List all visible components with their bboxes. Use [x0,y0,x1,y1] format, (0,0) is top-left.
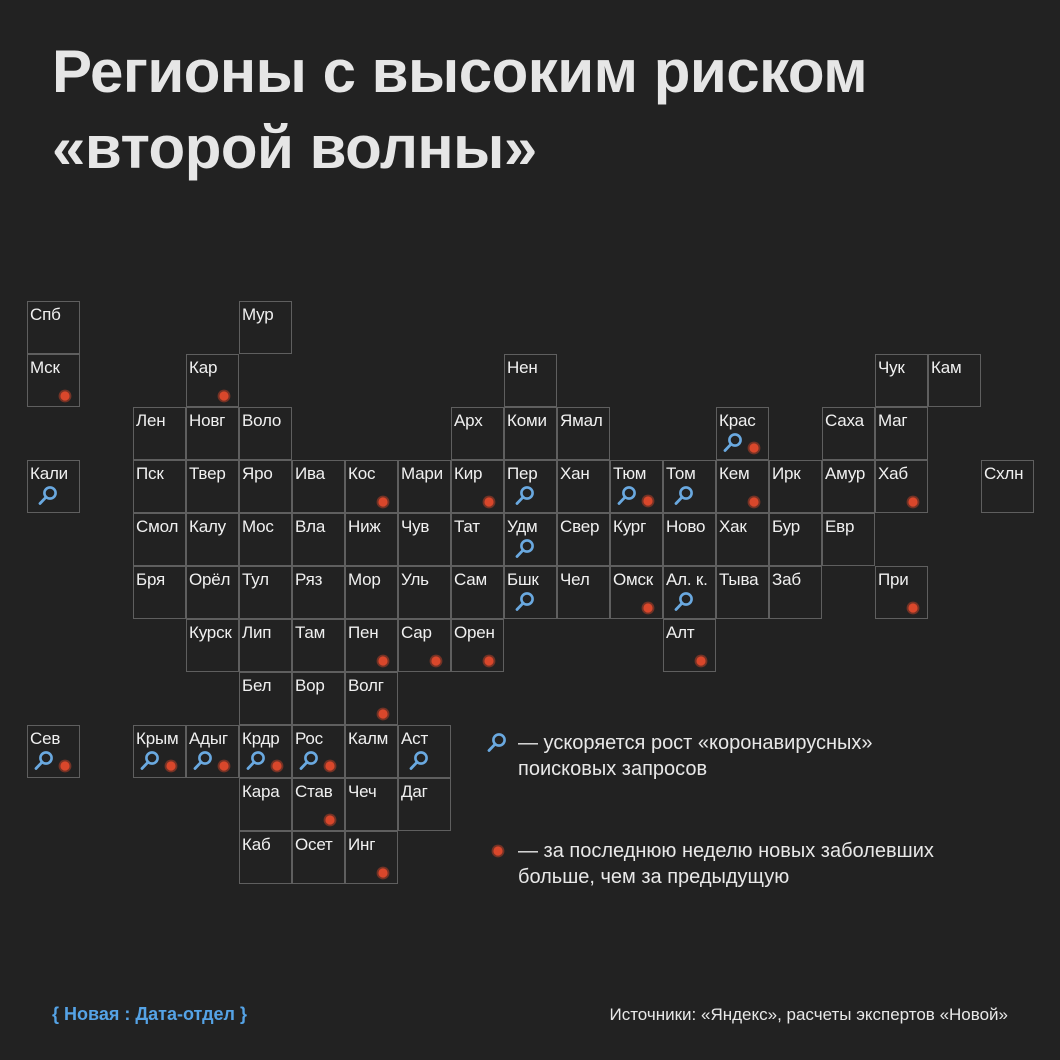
region-cell [557,513,610,566]
region-label: Евр [825,517,855,536]
region-cell [345,725,398,778]
region-label: Бшк [507,570,539,589]
region-label: Сар [401,623,432,642]
region-label: Новг [189,411,226,430]
region-cell [504,513,557,566]
region-cell [398,619,451,672]
region-cell [875,354,928,407]
region-cell [398,566,451,619]
region-label: Тул [242,570,269,589]
red-dot-icon [746,494,762,510]
region-label: Удм [507,517,538,536]
region-cell [133,460,186,513]
red-dot-icon [375,865,391,881]
region-cell [610,460,663,513]
region-cell [769,566,822,619]
title-line-1: Регионы с высоким риском [52,38,868,105]
region-cell [239,672,292,725]
region-label: Инг [348,835,376,854]
region-label: Нен [507,358,538,377]
region-label: Бря [136,570,166,589]
region-label: Мск [30,358,60,377]
red-dot-icon [481,494,497,510]
region-cell [663,566,716,619]
region-cell [504,407,557,460]
region-label: Воло [242,411,282,430]
region-label: Тыва [719,570,759,589]
region-label: Сев [30,729,61,748]
region-cell [186,407,239,460]
region-label: Мур [242,305,274,324]
region-cell [981,460,1034,513]
region-label: При [878,570,909,589]
red-dot-icon [481,653,497,669]
region-cell [239,725,292,778]
region-label: Мари [401,464,443,483]
magnifier-icon [616,485,638,507]
region-cell [292,619,345,672]
region-label: Рос [295,729,323,748]
region-cell [398,778,451,831]
region-cell [186,566,239,619]
magnifier-icon [514,591,536,613]
region-cell [769,513,822,566]
region-label: Орен [454,623,495,642]
region-cell [27,301,80,354]
region-label: Ива [295,464,325,483]
region-label: Мос [242,517,274,536]
region-cell [27,725,80,778]
region-label: Хак [719,517,747,536]
region-cell [133,566,186,619]
region-label: Там [295,623,326,642]
region-label: Свер [560,517,600,536]
red-dot-icon [693,653,709,669]
magnifier-icon [192,750,214,772]
region-label: Арх [454,411,483,430]
red-dot-icon [640,600,656,616]
region-label: Чув [401,517,430,536]
red-dot-icon [216,388,232,404]
region-label: Лен [136,411,166,430]
region-label: Вор [295,676,325,695]
red-dot-icon [905,494,921,510]
region-label: Ямал [560,411,603,430]
magnifier-icon [514,485,536,507]
region-label: Кос [348,464,376,483]
magnifier-icon [298,750,320,772]
region-cell [27,354,80,407]
region-cell [451,460,504,513]
region-cell [451,513,504,566]
region-label: Адыг [189,729,228,748]
brand-label: { Новая : Дата-отдел } [52,1004,247,1024]
region-label: Спб [30,305,61,324]
red-dot-icon [57,758,73,774]
region-cell [239,778,292,831]
region-label: Кем [719,464,750,483]
red-dot-icon [57,388,73,404]
region-label: Алт [666,623,695,642]
region-label: Вла [295,517,326,536]
region-label: Пер [507,464,538,483]
red-dot-icon [216,758,232,774]
red-dot-icon [375,494,391,510]
legend-search [486,730,1046,790]
region-cell [716,513,769,566]
region-cell [928,354,981,407]
region-cell [822,460,875,513]
region-label: Даг [401,782,428,801]
region-label: Хан [560,464,590,483]
region-label: Ново [666,517,706,536]
region-cell [186,725,239,778]
region-cell [133,513,186,566]
red-dot-icon [375,706,391,722]
red-dot-icon [322,758,338,774]
region-label: Осет [295,835,333,854]
region-cell [504,354,557,407]
region-label: Калу [189,517,226,536]
region-cell [292,460,345,513]
region-label: Мор [348,570,381,589]
region-label: Схлн [984,464,1024,483]
region-cell [875,566,928,619]
region-cell [292,778,345,831]
legend-cases-text: — за последнюю неделю новых заболевших больше, чем за предыдущую [518,840,934,888]
region-label: Кир [454,464,483,483]
magnifier-icon [33,750,55,772]
region-cell [769,460,822,513]
region-label: Чук [878,358,905,377]
red-dot-icon [905,600,921,616]
region-label: Уль [401,570,429,589]
region-cell [451,407,504,460]
region-cell [451,619,504,672]
region-cell [663,513,716,566]
region-cell [345,778,398,831]
region-cell [345,460,398,513]
red-dot-icon [746,440,762,456]
legend-cases [486,838,1046,898]
region-cell [716,566,769,619]
region-label: Смол [136,517,179,536]
region-cell [822,513,875,566]
region-label: Курск [189,623,232,642]
red-dot-icon [375,653,391,669]
region-cell [875,407,928,460]
region-cell [186,460,239,513]
region-cell [292,672,345,725]
region-cell [239,513,292,566]
region-cell [875,460,928,513]
region-cell [345,513,398,566]
red-dot-icon [428,653,444,669]
region-cell [557,460,610,513]
region-cell [398,513,451,566]
region-cell [186,354,239,407]
region-cell [451,566,504,619]
region-cell [292,513,345,566]
region-label: Тюм [613,464,647,483]
region-cell [716,460,769,513]
region-cell [345,566,398,619]
region-cell [557,566,610,619]
magnifier-icon [673,591,695,613]
region-cell [133,725,186,778]
magnifier-icon [245,750,267,772]
region-cell [663,619,716,672]
region-label: Кар [189,358,218,377]
region-cell [345,831,398,884]
region-label: Бел [242,676,272,695]
region-label: Хаб [878,464,908,483]
region-cell [663,460,716,513]
red-dot-icon [640,493,656,509]
region-label: Сам [454,570,488,589]
region-label: Тат [454,517,480,536]
region-label: Кали [30,464,68,483]
region-cell [610,566,663,619]
region-label: Пен [348,623,379,642]
region-cell [239,301,292,354]
magnifier-icon [139,750,161,772]
region-cell [716,407,769,460]
region-cell [186,513,239,566]
region-cell [557,407,610,460]
region-label: Кара [242,782,280,801]
region-label: Орёл [189,570,231,589]
region-label: Том [666,464,696,483]
region-label: Бур [772,517,800,536]
region-cell [504,460,557,513]
region-cell [292,566,345,619]
region-label: Ал. к. [666,570,708,589]
region-label: Чел [560,570,590,589]
region-label: Волг [348,676,384,695]
region-label: Крас [719,411,756,430]
region-label: Став [295,782,333,801]
region-cell [398,460,451,513]
region-label: Маг [878,411,908,430]
magnifier-icon [722,432,744,454]
region-cell [27,460,80,513]
region-cell [610,513,663,566]
region-label: Коми [507,411,547,430]
region-cell [822,407,875,460]
magnifier-icon [514,538,536,560]
region-cell [292,725,345,778]
region-cell [239,831,292,884]
region-label: Твер [189,464,226,483]
region-label: Калм [348,729,389,748]
sources-label: Источники: «Яндекс», расчеты экспертов «Новой» [609,1005,1008,1024]
region-cell [133,407,186,460]
region-label: Заб [772,570,801,589]
region-label: Яро [242,464,273,483]
red-dot-icon [322,812,338,828]
region-label: Пск [136,464,164,483]
region-cell [186,619,239,672]
region-label: Амур [825,464,866,483]
region-label: Омск [613,570,654,589]
red-dot-icon [490,843,506,859]
region-cell [398,725,451,778]
red-dot-icon [269,758,285,774]
region-label: Каб [242,835,271,854]
magnifier-icon [486,732,508,754]
region-label: Крдр [242,729,280,748]
region-label: Саха [825,411,864,430]
region-label: Кам [931,358,962,377]
magnifier-icon [673,485,695,507]
region-cell [239,619,292,672]
region-label: Аст [401,729,429,748]
region-cell [504,566,557,619]
legend-search-text: — ускоряется рост «коронавирусных» поисковых запросов [518,732,873,780]
region-label: Крым [136,729,179,748]
region-cell [292,831,345,884]
title-line-2: «второй волны» [52,114,537,181]
magnifier-icon [408,750,430,772]
magnifier-icon [37,485,59,507]
region-label: Чеч [348,782,377,801]
region-cell [239,566,292,619]
region-cell [345,619,398,672]
region-cell [239,407,292,460]
region-cell [239,460,292,513]
region-label: Лип [242,623,272,642]
red-dot-icon [163,758,179,774]
region-label: Ирк [772,464,801,483]
region-label: Кург [613,517,647,536]
region-cell [345,672,398,725]
region-label: Ряз [295,570,323,589]
region-label: Ниж [348,517,381,536]
